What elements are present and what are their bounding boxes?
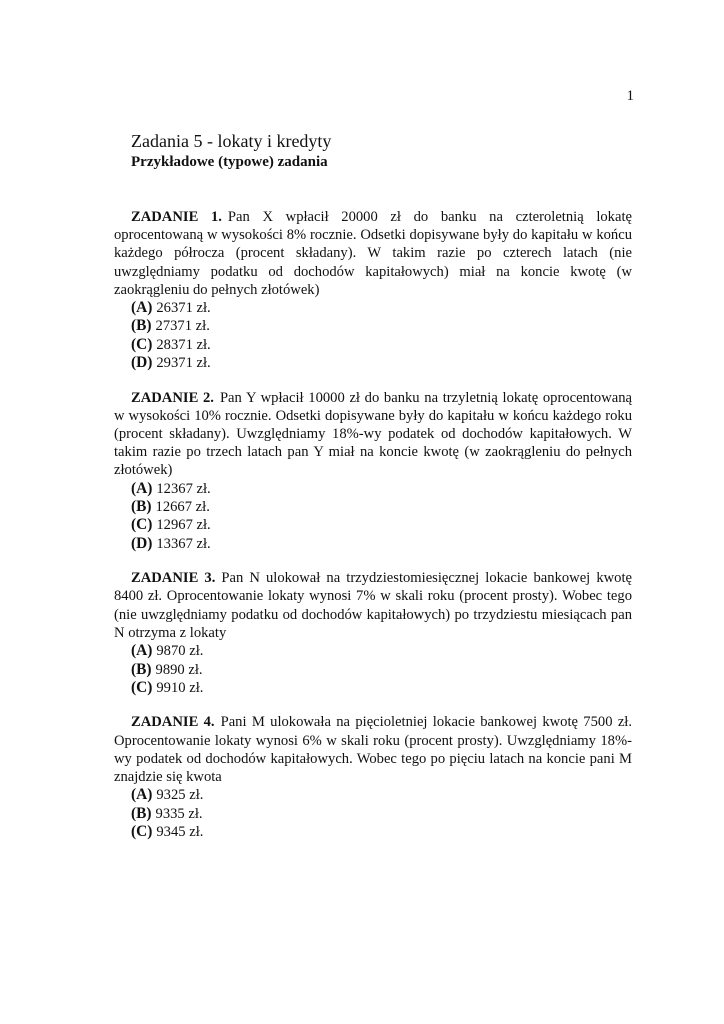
task-2-option-c bbox=[131, 516, 632, 534]
task-1-option-c bbox=[131, 336, 632, 354]
task-4-options bbox=[114, 786, 632, 841]
task-1 bbox=[114, 208, 632, 373]
option-letter: (A) bbox=[131, 642, 153, 660]
option-letter: (D) bbox=[131, 534, 153, 552]
option-value: 9910 zł. bbox=[156, 679, 204, 696]
task-1-option-d bbox=[131, 354, 632, 372]
page-number: 1 bbox=[626, 88, 634, 104]
task-4-text: Pani M ulokowała na pięcioletniej lokacie bankowej kwotę 7500 zł. Oprocentowanie lokaty wynosi 6% w skali roku (procent prosty). Uwzględniamy 18%-wy podatek od dochodów kapitałowych. Wobec tego po pięciu latach na koncie pani M znajdzie się kwota bbox=[114, 714, 632, 785]
option-value: 12967 zł. bbox=[156, 517, 211, 534]
option-letter: (C) bbox=[131, 516, 153, 534]
task-3-label: ZADANIE 3. bbox=[131, 570, 216, 587]
task-4-option-a bbox=[131, 786, 632, 804]
option-letter: (C) bbox=[131, 335, 153, 353]
option-value: 9870 zł. bbox=[156, 643, 204, 660]
document-subtitle: Przykładowe (typowe) zadania bbox=[131, 154, 328, 170]
option-value: 27371 zł. bbox=[155, 318, 210, 335]
task-1-option-a bbox=[131, 299, 632, 317]
task-4-option-c bbox=[131, 823, 632, 841]
option-letter: (C) bbox=[131, 678, 153, 696]
task-3-options bbox=[114, 642, 632, 697]
task-1-text-block bbox=[114, 208, 632, 299]
option-value: 26371 zł. bbox=[156, 300, 211, 317]
task-4-option-b bbox=[131, 805, 632, 823]
option-value: 12367 zł. bbox=[156, 480, 211, 497]
task-list bbox=[114, 208, 632, 857]
option-letter: (A) bbox=[131, 479, 153, 497]
task-4 bbox=[114, 713, 632, 841]
task-2-text-block bbox=[114, 389, 632, 480]
task-2-text: Pan Y wpłacił 10000 zł do banku na trzyletnią lokatę oprocentowaną w wysokości 10% rocznie. Odsetki dopisywane były do kapitału w końcu każdego roku (procent składany). Uwzględniamy 18%-wy podatek od dochodów kapitałowych. W takim razie po trzech latach pan Y miał na koncie kwotę (w zaokrągleniu do pełnych złotówek) bbox=[114, 389, 632, 479]
document-header bbox=[131, 130, 631, 172]
option-value: 28371 zł. bbox=[156, 336, 211, 353]
option-value: 12667 zł. bbox=[155, 499, 210, 516]
option-letter: (B) bbox=[131, 317, 152, 335]
task-3-text: Pan N ulokował na trzydziestomiesięcznej lokacie bankowej kwotę 8400 zł. Oprocentowanie lokaty wynosi 7% w skali roku (procent prosty). Wobec tego (nie uwzględniamy podatku od dochodów kapitałowych) po trzydziestu miesiącach pan N otrzyma z lokaty bbox=[114, 570, 633, 641]
task-3-option-c bbox=[131, 679, 632, 697]
document-title: Zadania 5 - lokaty i kredyty bbox=[131, 131, 332, 151]
option-value: 29371 zł. bbox=[156, 355, 211, 372]
option-letter: (A) bbox=[131, 299, 153, 317]
option-value: 9345 zł. bbox=[156, 823, 204, 840]
option-letter: (C) bbox=[131, 822, 153, 840]
task-2-label: ZADANIE 2. bbox=[131, 389, 214, 406]
option-letter: (B) bbox=[131, 498, 152, 516]
task-2-option-d bbox=[131, 535, 632, 553]
task-1-text: Pan X wpłacił 20000 zł do banku na czteroletnią lokatę oprocentowaną w wysokości 8% rocznie. Odsetki dopisywane były do kapitału w końcu każdego półrocza (procent składany). W takim razie po czterech latach (nie uwzględniamy podatku od dochodów kapitałowych) miał na koncie kwotę (w zaokrągleniu do pełnych złotówek) bbox=[114, 209, 632, 298]
task-3-option-b bbox=[131, 661, 632, 679]
option-letter: (A) bbox=[131, 786, 153, 804]
option-value: 9335 zł. bbox=[155, 805, 203, 822]
task-2-options bbox=[114, 480, 632, 554]
task-1-option-b bbox=[131, 317, 632, 335]
task-4-text-block bbox=[114, 713, 632, 786]
task-4-label: ZADANIE 4. bbox=[131, 714, 215, 731]
task-2 bbox=[114, 389, 632, 554]
option-value: 13367 zł. bbox=[156, 535, 211, 552]
option-value: 9325 zł. bbox=[156, 787, 204, 804]
task-3 bbox=[114, 569, 632, 697]
option-letter: (D) bbox=[131, 354, 153, 372]
option-letter: (B) bbox=[131, 660, 152, 678]
option-value: 9890 zł. bbox=[155, 661, 203, 678]
task-1-label: ZADANIE 1. bbox=[131, 209, 222, 225]
task-1-options bbox=[114, 299, 632, 373]
task-2-option-a bbox=[131, 480, 632, 498]
task-3-text-block bbox=[114, 569, 632, 642]
task-3-option-a bbox=[131, 642, 632, 660]
option-letter: (B) bbox=[131, 804, 152, 822]
task-2-option-b bbox=[131, 498, 632, 516]
